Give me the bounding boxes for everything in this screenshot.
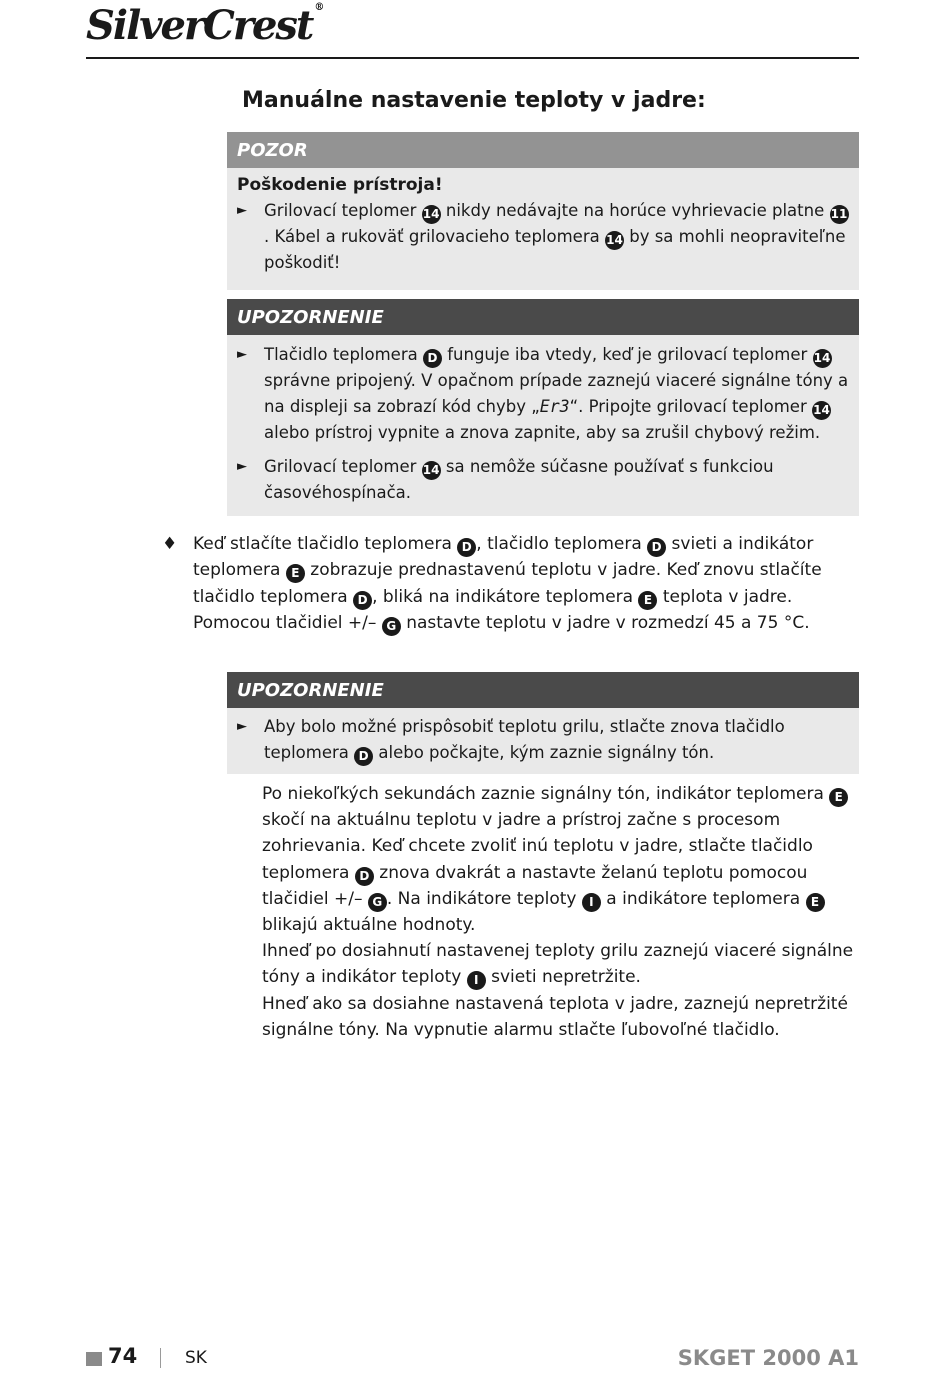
arrow-bullet-icon: ► xyxy=(237,459,247,474)
part-number-badge: 14 xyxy=(422,461,441,480)
button-letter-badge: D xyxy=(457,538,476,557)
button-letter-badge: G xyxy=(382,617,401,636)
note-box-title: UPOZORNENIE xyxy=(227,299,859,335)
indicator-letter-badge: E xyxy=(286,564,305,583)
warning-item: ► Grilovací teplomer 14 nikdy nedávajte na horúce vyhrievacie platne 11. Kábel a rukoväť grilovacieho teplomera 14 by sa mohli neopraviteľne poškodiť! xyxy=(227,198,859,276)
warning-subtitle: Poškodenie prístroja! xyxy=(237,175,443,195)
part-number-badge: 14 xyxy=(422,205,441,224)
diamond-bullet-icon: ♦ xyxy=(162,534,178,554)
page-footer xyxy=(86,1344,859,1374)
button-letter-badge: D xyxy=(353,591,372,610)
note-item: ► Tlačidlo teplomera D funguje iba vtedy, keď je grilovací teplomer 14 správne pripojený. V opačnom prípade zaznejú viaceré signálne tóny a na displeji sa zobrazí kód chyby „Er3“. Pripojte grilovací teplomer 14 alebo prístroj vypnite a znova zapnite, aby sa zrušil chybový režim. xyxy=(227,342,859,446)
part-number-badge: 14 xyxy=(812,401,831,420)
part-number-badge: 11 xyxy=(830,205,849,224)
note-box-2 xyxy=(227,672,859,774)
button-letter-badge: G xyxy=(368,893,387,912)
button-letter-badge: D xyxy=(423,349,442,368)
button-letter-badge: D xyxy=(354,747,373,766)
paragraph-line: Ihneď po dosiahnutí nastavenej teploty grilu zaznejú viaceré signálne tóny a indikátor teploty I svieti nepretržite. xyxy=(262,938,862,990)
part-number-badge: 14 xyxy=(605,231,624,250)
header-rule xyxy=(86,57,859,59)
arrow-bullet-icon: ► xyxy=(237,719,247,734)
paragraph-line: Hneď ako sa dosiahne nastavená teplota v jadre, zaznejú nepretržité signálne tóny. Na vypnutie alarmu stlačte ľubovoľné tlačidlo. xyxy=(262,993,848,1040)
page-number: 74 xyxy=(108,1344,138,1368)
note-box-1 xyxy=(227,299,859,516)
instruction-step xyxy=(162,531,852,636)
footer-divider xyxy=(160,1348,161,1368)
page-marker-icon xyxy=(86,1352,102,1366)
brand-logo: SilverCrest ® xyxy=(86,2,325,49)
error-code: Er3 xyxy=(539,397,570,416)
model-number: SKGET 2000 A1 xyxy=(677,1346,859,1370)
paragraph-line: Po niekoľkých sekundách zaznie signálny tón, indikátor teplomera E skočí na aktuálnu teplotu v jadre a prístroj začne s procesom zohrievania. Keď chcete zvoliť inú teplotu v jadre, stlačte tlačidlo teplomera D znova dvakrát a nastavte želanú teplotu pomocou tlačidiel +/– G . Na indikátore teploty I a indikátore teplomera E blikajú aktuálne hodnoty. xyxy=(262,781,862,938)
indicator-letter-badge: E xyxy=(806,893,825,912)
note-item: ► Grilovací teplomer 14 sa nemôže súčasne používať s funkciou časovéhospínača. xyxy=(227,454,859,506)
language-code: SK xyxy=(185,1348,207,1368)
instruction-text: Keď stlačíte tlačidlo teplomera D , tlačidlo teplomera D svieti a indikátor teplomera E zobrazuje prednastavenú teplotu v jadre. Keď znovu stlačíte tlačidlo teplomera D , bliká na indikátore teplomera E teplota v jadre. Pomocou tlačidiel +/– G nastavte teplotu v jadre v rozmedzí 45 a 75 °C. xyxy=(193,531,852,636)
note-item: ► Aby bolo možné prispôsobiť teplotu grilu, stlačte znova tlačidlo teplomera D alebo počkajte, kým zaznie signálny tón. xyxy=(227,714,859,766)
indicator-letter-badge: E xyxy=(638,591,657,610)
button-letter-badge: D xyxy=(355,867,374,886)
body-paragraph xyxy=(262,781,862,1043)
note-box-title: UPOZORNENIE xyxy=(227,672,859,708)
warning-box-pozor xyxy=(227,132,859,290)
section-heading: Manuálne nastavenie teploty v jadre: xyxy=(242,88,706,113)
button-letter-badge: D xyxy=(647,538,666,557)
warning-box-title: POZOR xyxy=(227,132,859,168)
arrow-bullet-icon: ► xyxy=(237,347,247,362)
indicator-letter-badge: I xyxy=(467,971,486,990)
indicator-letter-badge: E xyxy=(829,788,848,807)
part-number-badge: 14 xyxy=(813,349,832,368)
indicator-letter-badge: I xyxy=(582,893,601,912)
arrow-bullet-icon: ► xyxy=(237,203,247,218)
